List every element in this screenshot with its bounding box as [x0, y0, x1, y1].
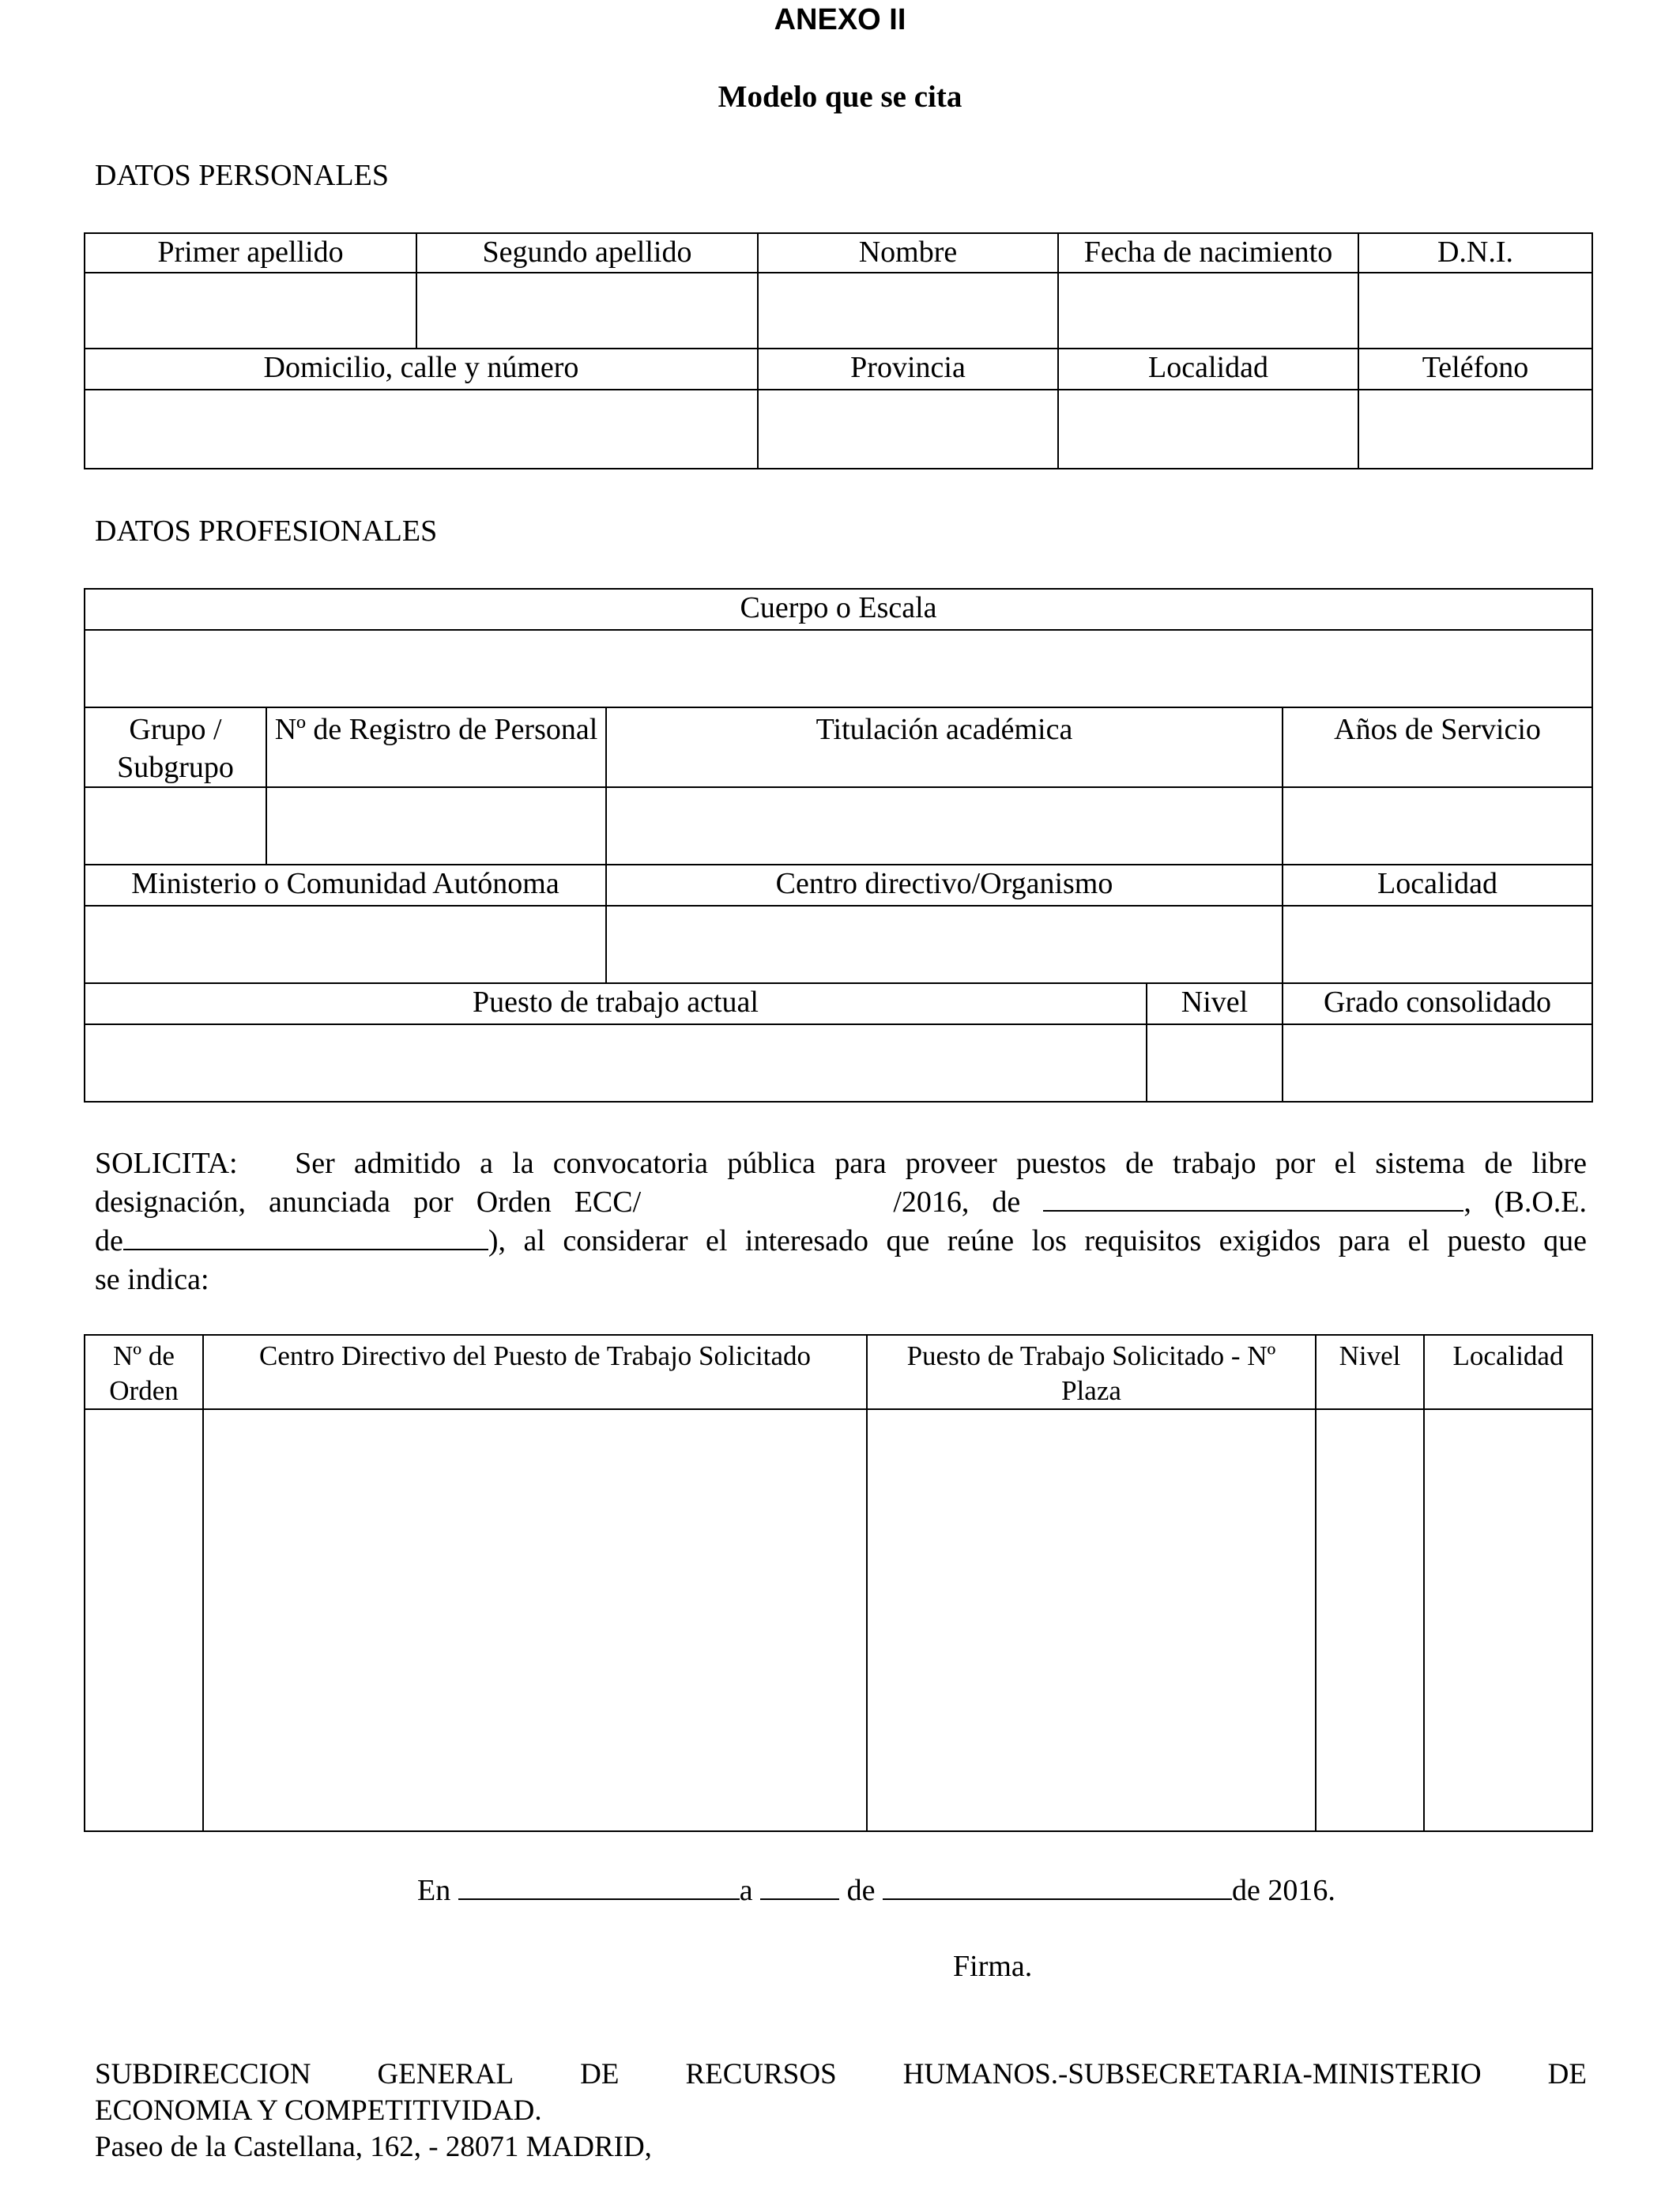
label-provincia: Provincia: [758, 349, 1058, 390]
field-localidad-solicitada[interactable]: [1424, 1409, 1592, 1831]
header-centro-directivo: Centro Directivo del Puesto de Trabajo Solicitado: [203, 1335, 867, 1409]
label-nivel: Nivel: [1147, 983, 1283, 1024]
personal-data-table: [84, 232, 1593, 469]
label-domicilio: Domicilio, calle y número: [85, 349, 758, 390]
label-anos-servicio: Años de Servicio: [1283, 707, 1592, 787]
field-ministerio[interactable]: [85, 906, 606, 983]
requested-positions-table: [84, 1334, 1593, 1832]
label-ministerio: Ministerio o Comunidad Autónoma: [85, 865, 606, 906]
label-segundo-apellido: Segundo apellido: [416, 233, 758, 273]
request-line-1: [95, 1144, 1587, 1183]
field-cuerpo-escala[interactable]: [85, 630, 1592, 707]
field-nivel[interactable]: [1147, 1024, 1283, 1102]
request-paragraph: [95, 1144, 1587, 1299]
header-nivel: Nivel: [1316, 1335, 1424, 1409]
label-centro-directivo: Centro directivo/Organismo: [606, 865, 1283, 906]
request-orden-text: designación, anunciada por Orden ECC/: [95, 1186, 642, 1219]
date-year: de 2016.: [1231, 1874, 1335, 1907]
label-nombre: Nombre: [758, 233, 1058, 273]
footer-line-2: ECONOMIA Y COMPETITIVIDAD.: [95, 2094, 542, 2127]
signature-label: Firma.: [953, 1950, 1033, 1983]
field-grupo-subgrupo[interactable]: [85, 787, 266, 865]
field-fecha-nacimiento[interactable]: [1058, 273, 1358, 349]
footer-word: RECURSOS: [685, 2058, 837, 2090]
date-month-blank[interactable]: [883, 1872, 1232, 1900]
label-telefono: Teléfono: [1358, 349, 1592, 390]
field-registro-personal[interactable]: [266, 787, 606, 865]
date-line: [417, 1872, 1335, 1908]
field-anos-servicio[interactable]: [1283, 787, 1592, 865]
field-nivel-solicitado[interactable]: [1316, 1409, 1424, 1831]
field-dni[interactable]: [1358, 273, 1592, 349]
label-localidad: Localidad: [1058, 349, 1358, 390]
date-en: En: [417, 1874, 451, 1907]
field-nombre[interactable]: [758, 273, 1058, 349]
label-localidad-prof: Localidad: [1283, 865, 1592, 906]
label-grupo-subgrupo: Grupo / Subgrupo: [85, 707, 266, 787]
footer-word: HUMANOS.-SUBSECRETARIA-MINISTERIO: [902, 2058, 1482, 2090]
field-puesto-plaza[interactable]: [867, 1409, 1316, 1831]
request-line-2: [95, 1183, 1587, 1222]
field-localidad-prof[interactable]: [1283, 906, 1592, 983]
request-label: SOLICITA:: [95, 1147, 238, 1180]
label-registro-personal: Nº de Registro de Personal: [266, 707, 606, 787]
footer-line-1: [95, 2056, 1587, 2093]
document-subtitle: Modelo que se cita: [718, 80, 962, 114]
label-dni: D.N.I.: [1358, 233, 1592, 273]
label-titulacion: Titulación académica: [606, 707, 1283, 787]
date-a: a: [739, 1874, 753, 1907]
request-line-3: [95, 1222, 1587, 1261]
header-numero-orden: Nº de Orden: [85, 1335, 203, 1409]
footer-address: [95, 2056, 1587, 2166]
personal-data-heading: DATOS PERSONALES: [95, 159, 389, 192]
footer-word: DE: [580, 2058, 620, 2090]
date-place-blank[interactable]: [458, 1872, 740, 1900]
footer-line-3: Paseo de la Castellana, 162, - 28071 MADRID,: [95, 2131, 652, 2163]
date-de: de: [846, 1874, 876, 1907]
request-de-text: de: [95, 1224, 123, 1257]
professional-data-table: [84, 588, 1593, 1103]
label-primer-apellido: Primer apellido: [85, 233, 416, 273]
field-grado-consolidado[interactable]: [1283, 1024, 1592, 1102]
field-localidad[interactable]: [1058, 390, 1358, 469]
orden-date-blank[interactable]: [1043, 1183, 1463, 1212]
label-cuerpo-escala: Cuerpo o Escala: [85, 589, 1592, 630]
header-puesto-plaza: Puesto de Trabajo Solicitado - Nº Plaza: [867, 1335, 1316, 1409]
field-centro-directivo[interactable]: [606, 906, 1283, 983]
professional-data-heading: DATOS PROFESIONALES: [95, 515, 438, 548]
label-grado-consolidado: Grado consolidado: [1283, 983, 1592, 1024]
field-segundo-apellido[interactable]: [416, 273, 758, 349]
label-fecha-nacimiento: Fecha de nacimiento: [1058, 233, 1358, 273]
footer-word: GENERAL: [377, 2058, 514, 2090]
footer-word: DE: [1547, 2058, 1587, 2090]
request-text-1: Ser admitido a la convocatoria pública para proveer puestos de trabajo por el sistema de libre: [295, 1147, 1587, 1180]
request-line-4: se indica:: [95, 1263, 209, 1296]
request-boe-text: , (B.O.E.: [1463, 1186, 1588, 1219]
boe-date-blank[interactable]: [123, 1222, 488, 1250]
field-puesto-actual[interactable]: [85, 1024, 1147, 1102]
field-numero-orden[interactable]: [85, 1409, 203, 1831]
header-localidad: Localidad: [1424, 1335, 1592, 1409]
field-domicilio[interactable]: [85, 390, 758, 469]
annex-title: ANEXO II: [774, 3, 906, 36]
label-puesto-actual: Puesto de trabajo actual: [85, 983, 1147, 1024]
field-provincia[interactable]: [758, 390, 1058, 469]
footer-word: SUBDIRECCION: [95, 2058, 311, 2090]
request-year-text: /2016, de: [893, 1186, 1021, 1219]
field-centro-directivo-solicitado[interactable]: [203, 1409, 867, 1831]
date-day-blank[interactable]: [760, 1872, 839, 1900]
field-telefono[interactable]: [1358, 390, 1592, 469]
field-titulacion[interactable]: [606, 787, 1283, 865]
field-primer-apellido[interactable]: [85, 273, 416, 349]
request-requisitos-text: ), al considerar el interesado que reúne los requisitos exigidos para el puesto que: [488, 1224, 1587, 1257]
